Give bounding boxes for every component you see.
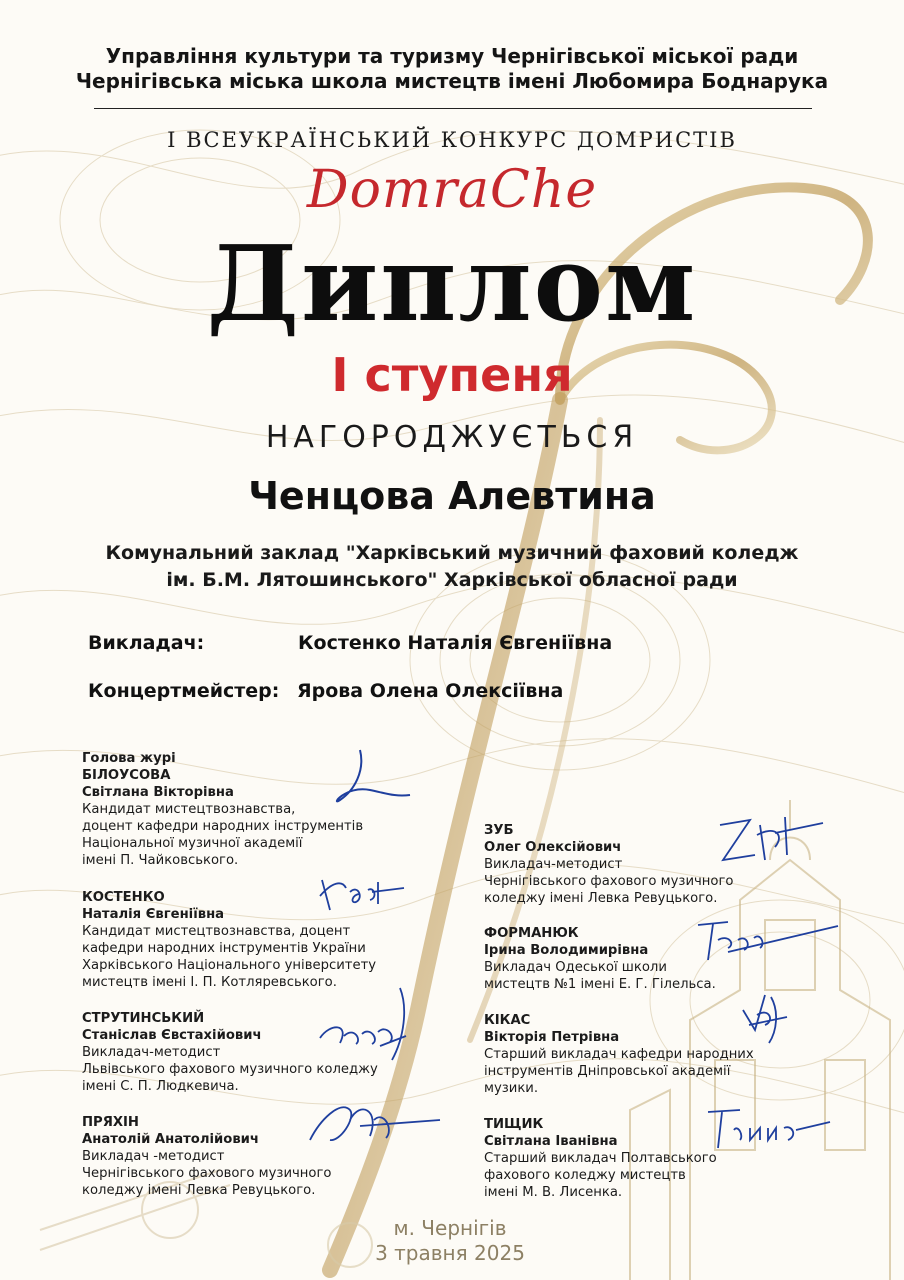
organization-header: [0, 44, 904, 94]
jury-credential: імені П. Чайковського.: [82, 853, 239, 868]
jury-credential: Чернігівського фахового музичного: [484, 874, 734, 889]
jury-credential: Харківського Національного університету: [82, 958, 377, 973]
jury-given-name: Станіслав Євстахійович: [82, 1028, 262, 1043]
signature-priakhin: [300, 1090, 450, 1160]
jury-given-name: Анатолій Анатолійович: [82, 1132, 259, 1147]
jury-surname: ПРЯХІН: [82, 1115, 139, 1130]
signature-zub: [705, 805, 835, 875]
jury-credential: коледжу імені Левка Ревуцького.: [484, 891, 718, 906]
jury-credential: інструментів Дніпровської академії: [484, 1064, 731, 1079]
teacher-label: Викладач:: [88, 632, 205, 654]
jury-credential: мистецтв імені І. П. Котляревського.: [82, 975, 337, 990]
jury-credential: мистецтв №1 імені Е. Г. Гілельса.: [484, 977, 716, 992]
contest-title: І ВСЕУКРАЇНСЬКИЙ КОНКУРС ДОМРИСТІВ: [167, 128, 737, 152]
jury-surname: КОСТЕНКО: [82, 890, 165, 905]
accompanist-label: Концертмейстер:: [88, 680, 280, 702]
jury-given-name: Ірина Володимирівна: [484, 943, 649, 958]
degree-title: І ступеня: [331, 348, 573, 402]
jury-credential: імені С. П. Людкевича.: [82, 1079, 239, 1094]
jury-credential: Чернігівського фахового музичного: [82, 1166, 332, 1181]
jury-credential: Кандидат мистецтвознавства,: [82, 802, 296, 817]
signature-strutynskyi: [310, 968, 420, 1068]
jury-chair-heading: Голова журі: [82, 751, 176, 766]
jury-credential: імені М. В. Лисенка.: [484, 1185, 623, 1200]
footer-city: м. Чернігів: [393, 1216, 507, 1240]
jury-credential: фахового коледжу мистецтв: [484, 1168, 686, 1183]
awarded-label: НАГОРОДЖУЄТЬСЯ: [265, 420, 639, 455]
jury-credential: музики.: [484, 1081, 539, 1096]
jury-surname: БІЛОУСОВА: [82, 768, 171, 783]
jury-given-name: Вікторія Петрівна: [484, 1030, 620, 1045]
signature-formaniuk: [688, 910, 848, 980]
accompanist-name: Ярова Олена Олексіївна: [297, 680, 564, 702]
recipient-name: Ченцова Алевтина: [248, 474, 656, 518]
signature-bilousova: [325, 745, 415, 815]
diploma-title: Диплом: [206, 222, 698, 345]
jury-surname: СТРУТИНСЬКИЙ: [82, 1011, 205, 1026]
jury-surname: ТИЩИК: [484, 1117, 544, 1132]
jury-credential: доцент кафедри народних інструментів: [82, 819, 364, 834]
institution-line-1: Комунальний заклад "Харківський музичний фаховий коледж: [105, 542, 799, 564]
jury-credential: Викладач-методист: [484, 857, 623, 872]
jury-credential: Кандидат мистецтвознавства, доцент: [82, 924, 351, 939]
footer: [300, 1216, 600, 1266]
jury-credential: Національної музичної академії: [82, 836, 303, 851]
jury-credential: Викладач-методист: [82, 1045, 221, 1060]
jury-credential: Старший викладач Полтавського: [484, 1151, 717, 1166]
jury-given-name: Олег Олексійович: [484, 840, 622, 855]
institution: [0, 540, 904, 594]
jury-credential: Старший викладач кафедри народних: [484, 1047, 754, 1062]
jury-given-name: Світлана Вікторівна: [82, 785, 234, 800]
signature-tyshchyk: [700, 1100, 840, 1160]
jury-given-name: Світлана Іванівна: [484, 1134, 618, 1149]
brand-logo-text: DomraChe: [306, 160, 598, 220]
footer-date: 3 травня 2025: [375, 1241, 525, 1265]
jury-surname: ЗУБ: [484, 823, 514, 838]
header-line-1: Управління культури та туризму Чернігівської міської ради: [105, 44, 799, 68]
header-line-2: Чернігівська міська школа мистецтв імені Любомира Боднарука: [75, 69, 829, 93]
jury-surname: ФОРМАНЮК: [484, 926, 579, 941]
header-divider: [94, 108, 812, 109]
jury-credential: Викладач -методист: [82, 1149, 225, 1164]
signature-kikas: [735, 985, 795, 1055]
jury-credential: Львівського фахового музичного коледжу: [82, 1062, 378, 1077]
institution-line-2: ім. Б.М. Лятошинського" Харківської обласної ради: [166, 569, 738, 591]
jury-credential: кафедри народних інструментів України: [82, 941, 366, 956]
signature-kostenko: [312, 870, 412, 920]
jury-surname: КІКАС: [484, 1013, 531, 1028]
jury-credential: Викладач Одеської школи: [484, 960, 667, 975]
jury-given-name: Наталія Євгеніївна: [82, 907, 225, 922]
teacher-name: Костенко Наталія Євгеніївна: [298, 632, 613, 654]
jury-credential: коледжу імені Левка Ревуцького.: [82, 1183, 316, 1198]
